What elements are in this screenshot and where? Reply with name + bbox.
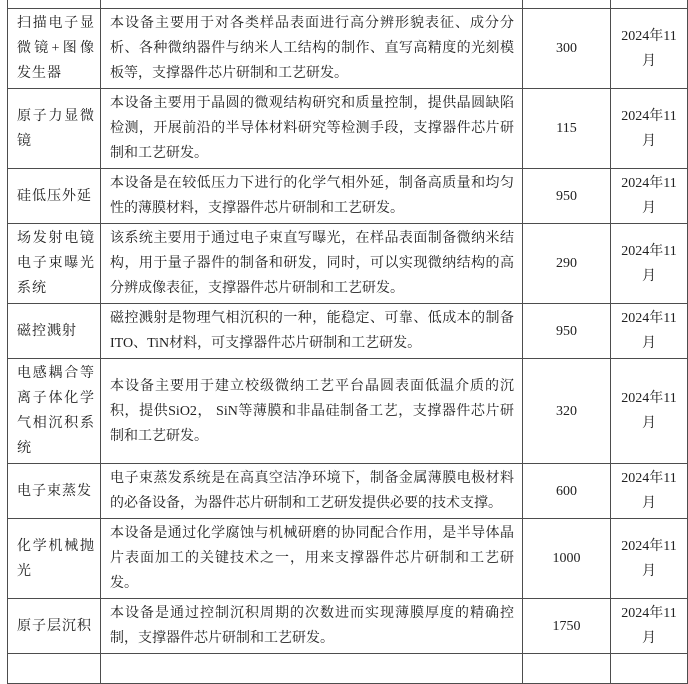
amount-cell: 950: [523, 169, 611, 224]
date-cell: 2024年11月: [611, 304, 688, 359]
date-cell: 2024年11月: [611, 599, 688, 654]
amount-cell: 1000: [523, 519, 611, 599]
amount-cell: 950: [523, 304, 611, 359]
table-row-partial-top: [8, 0, 688, 9]
table-row: [8, 304, 688, 359]
amount-cell: 300: [523, 9, 611, 89]
equipment-name-cell: [8, 654, 101, 684]
amount-cell: [523, 654, 611, 684]
table-row: [8, 89, 688, 169]
equipment-name-cell: 电子束蒸发: [8, 464, 101, 519]
date-cell: [611, 654, 688, 684]
description-cell: 该系统主要用于通过电子束直写曝光，在样品表面制备微纳米结构，用于量子器件的制备和研发，同时，可以实现微纳结构的高分辨成像表征，支撑器件芯片研制和工艺研发。: [101, 224, 523, 304]
table-row: [8, 359, 688, 464]
date-cell: 2024年11月: [611, 89, 688, 169]
equipment-name-cell: 场发射电镜电子束曝光系统: [8, 224, 101, 304]
equipment-name-cell: 原子力显微镜: [8, 89, 101, 169]
table-row: [8, 224, 688, 304]
amount-cell: 600: [523, 464, 611, 519]
table-row: [8, 519, 688, 599]
equipment-name-cell: [8, 0, 101, 9]
date-cell: 2024年11月: [611, 224, 688, 304]
equipment-name-cell: 原子层沉积: [8, 599, 101, 654]
equipment-table-body: [8, 0, 688, 684]
equipment-name-cell: 电感耦合等离子体化学气相沉积系统: [8, 359, 101, 464]
description-cell: [101, 654, 523, 684]
date-cell: 2024年11月: [611, 519, 688, 599]
amount-cell: 290: [523, 224, 611, 304]
equipment-name-cell: 磁控溅射: [8, 304, 101, 359]
equipment-name-cell: 硅低压外延: [8, 169, 101, 224]
table-row: [8, 169, 688, 224]
table-row: [8, 9, 688, 89]
amount-cell: [523, 0, 611, 9]
amount-cell: 320: [523, 359, 611, 464]
date-cell: 2024年11月: [611, 169, 688, 224]
description-cell: 本设备是通过控制沉积周期的次数进而实现薄膜厚度的精确控制，支撑器件芯片研制和工艺研发。: [101, 599, 523, 654]
table-row: [8, 599, 688, 654]
equipment-table: [7, 0, 688, 684]
equipment-name-cell: 化学机械抛光: [8, 519, 101, 599]
description-cell: 本设备主要用于建立校级微纳工艺平台晶圆表面低温介质的沉积，提供SiO2， SiN等薄膜和非晶硅制备工艺，支撑器件芯片研制和工艺研发。: [101, 359, 523, 464]
table-row-partial-bottom: [8, 654, 688, 684]
description-cell: 磁控溅射是物理气相沉积的一种，能稳定、可靠、低成本的制备ITO、TiN材料，可支撑器件芯片研制和工艺研发。: [101, 304, 523, 359]
description-cell: 本设备是通过化学腐蚀与机械研磨的协同配合作用，是半导体晶片表面加工的关键技术之一，用来支撑器件芯片研制和工艺研发。: [101, 519, 523, 599]
amount-cell: 115: [523, 89, 611, 169]
table-row: [8, 464, 688, 519]
description-cell: [101, 0, 523, 9]
date-cell: 2024年11月: [611, 359, 688, 464]
equipment-name-cell: 扫描电子显微镜+图像发生器: [8, 9, 101, 89]
date-cell: 2024年11月: [611, 464, 688, 519]
date-cell: [611, 0, 688, 9]
description-cell: 电子束蒸发系统是在高真空洁净环境下，制备金属薄膜电极材料的必备设备，为器件芯片研制和工艺研发提供必要的技术支撑。: [101, 464, 523, 519]
date-cell: 2024年11月: [611, 9, 688, 89]
description-cell: 本设备主要用于晶圆的微观结构研究和质量控制，提供晶圆缺陷检测，开展前沿的半导体材料研究等检测手段，支撑器件芯片研制和工艺研发。: [101, 89, 523, 169]
description-cell: 本设备主要用于对各类样品表面进行高分辨形貌表征、成分分析、各种微纳器件与纳米人工结构的制作、直写高精度的光刻模板等，支撑器件芯片研制和工艺研发。: [101, 9, 523, 89]
amount-cell: 1750: [523, 599, 611, 654]
description-cell: 本设备是在较低压力下进行的化学气相外延，制备高质量和均匀性的薄膜材料，支撑器件芯片研制和工艺研发。: [101, 169, 523, 224]
